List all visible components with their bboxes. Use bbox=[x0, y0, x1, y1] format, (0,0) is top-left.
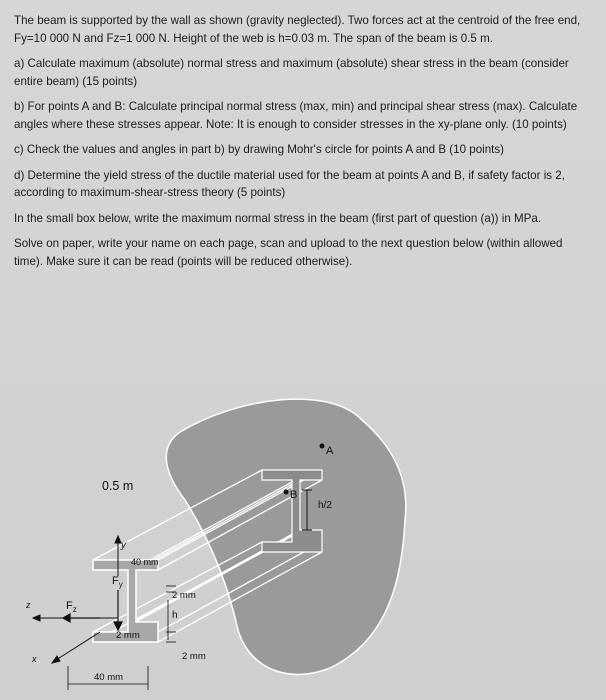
part-a-text: a) Calculate maximum (absolute) normal stress and maximum (absolute) shear stress in the beam (consider entire beam) (15 points) bbox=[14, 57, 569, 88]
force-z-label: $F_z$ bbox=[66, 600, 77, 614]
solve-instruction: Solve on paper, write your name on each page, scan and upload to the next question below (within allowed time). Make sure it can be read (points will be reduced otherwise). bbox=[14, 237, 563, 268]
question-text bbox=[14, 12, 594, 278]
span-label: 0.5 m bbox=[102, 479, 134, 493]
part-d-text: d) Determine the yield stress of the ductile material used for the beam at points A and B, if safety factor is 2, according to maximum-shear-stress theory (5 points) bbox=[14, 168, 565, 199]
part-b-text: b) For points A and B: Calculate principal normal stress (max, min) and principal shear stress (max). Calculate angles where these stresses appear. Note: It is enough to consider stresses in the xy-plane only. (10 points) bbox=[14, 100, 578, 131]
point-b-label: B bbox=[290, 489, 298, 501]
point-a-marker bbox=[320, 444, 325, 449]
point-b-marker bbox=[284, 490, 289, 495]
point-a-label: A bbox=[326, 445, 334, 457]
problem-intro: The beam is supported by the wall as shown (gravity neglected). Two forces act at the centroid of the free end, Fy=10 000 N and Fz=1 000 N. Height of the web is h=0.03 m. The span of the beam is 0.5 m. bbox=[14, 14, 581, 45]
force-z-arrow bbox=[63, 614, 100, 622]
part-c-text: c) Check the values and angles in part b) by drawing Mohr's circle for points A and B (10 points) bbox=[14, 143, 505, 156]
bottom-width-label: 40 mm bbox=[94, 672, 124, 683]
h-label: h bbox=[172, 610, 178, 621]
beam-figure bbox=[0, 380, 606, 700]
wall-shape bbox=[166, 399, 406, 674]
flange-thickness-label: 2 mm bbox=[116, 630, 140, 641]
x-axis-label: x bbox=[32, 654, 37, 664]
h-half-label: h/2 bbox=[318, 500, 332, 511]
force-y-label: $F_y$ bbox=[112, 575, 123, 589]
z-axis-label: z bbox=[26, 600, 31, 610]
bottom-thickness-label: 2 mm bbox=[182, 651, 206, 662]
web-thickness-label: 2 mm bbox=[172, 590, 196, 601]
force-y-arrow bbox=[114, 590, 122, 630]
y-axis-label: y bbox=[121, 540, 126, 551]
small-box-instruction: In the small box below, write the maximum normal stress in the beam (first part of question (a)) in MPa. bbox=[14, 211, 542, 225]
x-axis-arrow bbox=[52, 632, 100, 663]
top-flange-width-label: 40 mm bbox=[131, 557, 159, 567]
